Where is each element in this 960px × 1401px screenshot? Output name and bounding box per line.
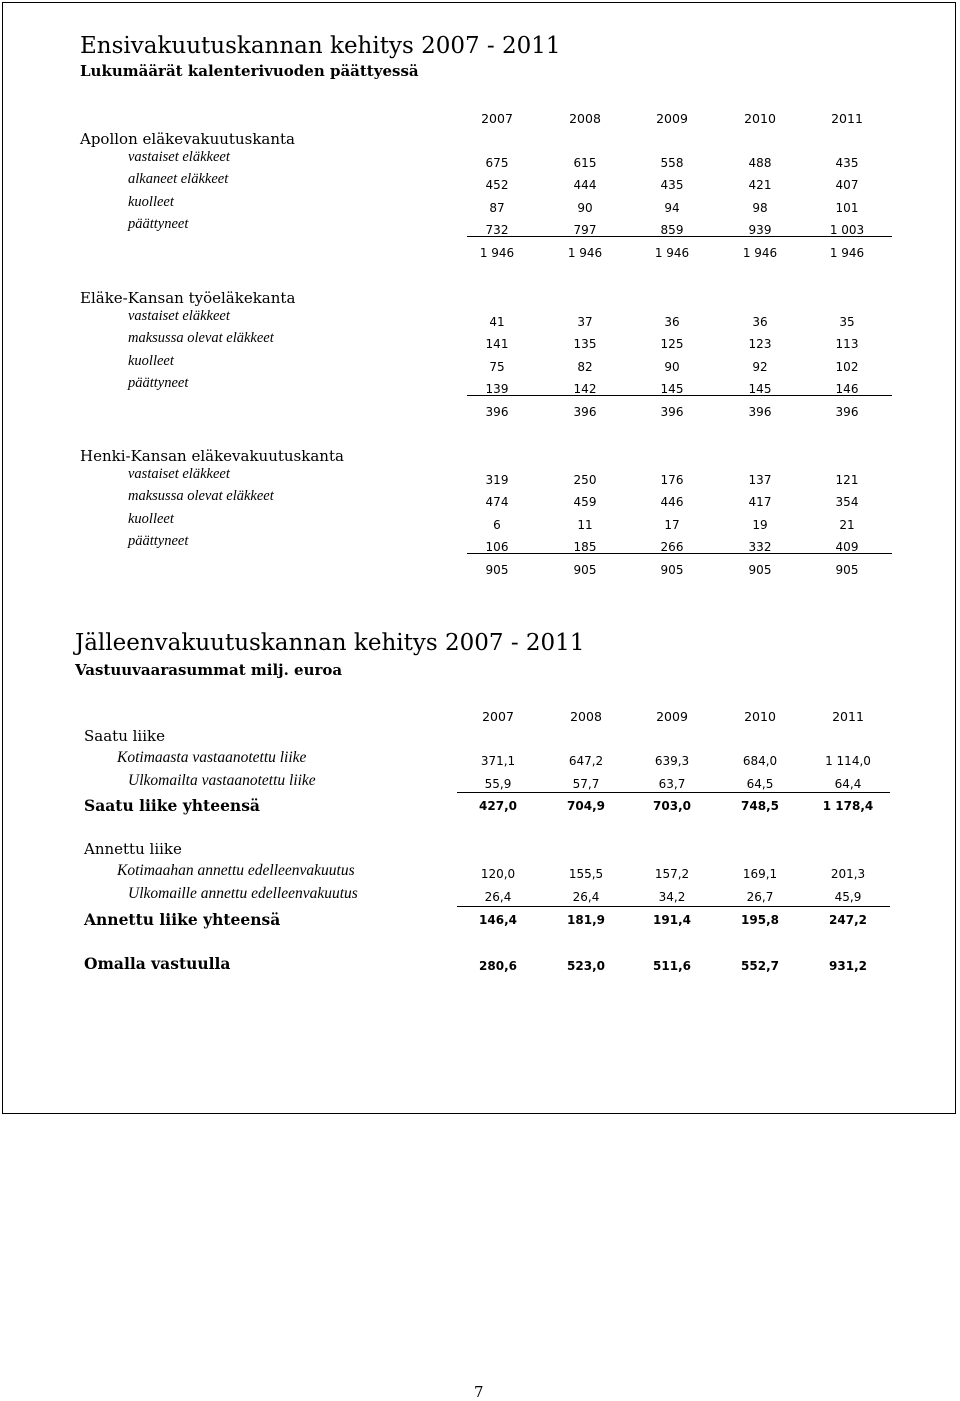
year-header: 2009 (656, 709, 688, 724)
table-cell: 435 (660, 178, 684, 192)
table-cell: 459 (573, 495, 597, 509)
table-cell: 417 (748, 495, 772, 509)
row-label: kuolleet (128, 511, 174, 527)
table-cell: 64,4 (834, 777, 862, 791)
section-heading: Saatu liike (84, 727, 165, 745)
total-label: Saatu liike yhteensä (84, 796, 260, 815)
row-label: Kotimaahan annettu edelleenvakuutus (117, 862, 355, 879)
row-label: päättyneet (128, 533, 189, 549)
table-cell: 647,2 (568, 754, 604, 768)
year-header: 2007 (481, 111, 513, 126)
section-heading: Apollon eläkevakuutuskanta (80, 130, 295, 148)
table-cell: 142 (573, 382, 597, 396)
table-cell: 639,3 (654, 754, 690, 768)
row-label: alkaneet eläkkeet (128, 171, 229, 187)
total-cell: 905 (660, 563, 684, 577)
table-cell: 36 (664, 315, 680, 329)
table-cell: 41 (489, 315, 505, 329)
table-cell: 176 (660, 473, 684, 487)
total-rule (467, 395, 892, 396)
table-cell: 125 (660, 337, 684, 351)
total-cell: 511,6 (653, 959, 691, 973)
total-rule (457, 906, 890, 907)
table-cell: 354 (835, 495, 859, 509)
table-cell: 6 (493, 518, 501, 532)
total-rule (467, 236, 892, 237)
total-cell: 1 946 (829, 246, 865, 260)
table-cell: 675 (485, 156, 509, 170)
table-cell: 34,2 (658, 890, 686, 904)
table-cell: 141 (485, 337, 509, 351)
table-cell: 371,1 (480, 754, 516, 768)
row-label: päättyneet (128, 375, 189, 391)
total-cell: 905 (748, 563, 772, 577)
section-heading: Annettu liike (84, 840, 182, 858)
table-cell: 21 (839, 518, 855, 532)
table-cell: 145 (748, 382, 772, 396)
year-header: 2009 (656, 111, 688, 126)
total-cell: 191,4 (653, 913, 691, 927)
table-cell: 137 (748, 473, 772, 487)
table-cell: 939 (748, 223, 772, 237)
table-cell: 101 (835, 201, 859, 215)
total-label: Annettu liike yhteensä (84, 910, 281, 929)
table-cell: 319 (485, 473, 509, 487)
table-cell: 26,7 (746, 890, 774, 904)
row-label: vastaiset eläkkeet (128, 308, 230, 324)
table-cell: 90 (577, 201, 593, 215)
reinsurance-subtitle: Vastuuvaarasummat milj. euroa (75, 661, 343, 679)
table-cell: 57,7 (572, 777, 600, 791)
section-heading: Eläke-Kansan työeläkekanta (80, 289, 296, 307)
table-cell: 266 (660, 540, 684, 554)
table-cell: 87 (489, 201, 505, 215)
table-cell: 11 (577, 518, 593, 532)
total-cell: 1 946 (742, 246, 778, 260)
page-number: 7 (474, 1383, 484, 1401)
row-label: Ulkomailta vastaanotettu liike (128, 772, 316, 789)
table-cell: 36 (752, 315, 768, 329)
table-cell: 98 (752, 201, 768, 215)
total-cell: 704,9 (567, 799, 605, 813)
total-cell: 396 (573, 405, 597, 419)
total-rule (467, 553, 892, 554)
row-label: vastaiset eläkkeet (128, 466, 230, 482)
table-cell: 45,9 (834, 890, 862, 904)
total-cell: 931,2 (829, 959, 867, 973)
table-cell: 17 (664, 518, 680, 532)
table-cell: 407 (835, 178, 859, 192)
total-cell: 280,6 (479, 959, 517, 973)
table-cell: 1 003 (829, 223, 865, 237)
total-cell: 905 (573, 563, 597, 577)
table-cell: 63,7 (658, 777, 686, 791)
row-label: maksussa olevat eläkkeet (128, 330, 274, 346)
total-cell: 523,0 (567, 959, 605, 973)
table-cell: 250 (573, 473, 597, 487)
table-cell: 146 (835, 382, 859, 396)
table-cell: 135 (573, 337, 597, 351)
table-cell: 332 (748, 540, 772, 554)
row-label: vastaiset eläkkeet (128, 149, 230, 165)
page-title: Ensivakuutuskannan kehitys 2007 - 2011 (80, 33, 561, 59)
total-cell: 396 (660, 405, 684, 419)
total-cell: 396 (835, 405, 859, 419)
row-label: päättyneet (128, 216, 189, 232)
table-cell: 121 (835, 473, 859, 487)
row-label: kuolleet (128, 353, 174, 369)
total-cell: 181,9 (567, 913, 605, 927)
row-label: Kotimaasta vastaanotettu liike (117, 749, 307, 766)
year-header: 2011 (832, 709, 864, 724)
table-cell: 446 (660, 495, 684, 509)
year-header: 2008 (570, 709, 602, 724)
table-cell: 732 (485, 223, 509, 237)
year-header: 2010 (744, 709, 776, 724)
year-header: 2008 (569, 111, 601, 126)
table-cell: 452 (485, 178, 509, 192)
row-label: maksussa olevat eläkkeet (128, 488, 274, 504)
total-cell: 703,0 (653, 799, 691, 813)
table-cell: 169,1 (742, 867, 778, 881)
table-cell: 35 (839, 315, 855, 329)
total-cell: 905 (485, 563, 509, 577)
table-cell: 155,5 (568, 867, 604, 881)
table-cell: 37 (577, 315, 593, 329)
table-cell: 488 (748, 156, 772, 170)
table-cell: 92 (752, 360, 768, 374)
total-cell: 247,2 (829, 913, 867, 927)
total-cell: 427,0 (479, 799, 517, 813)
section-heading: Henki-Kansan eläkevakuutuskanta (80, 447, 344, 465)
total-cell: 396 (485, 405, 509, 419)
table-cell: 1 114,0 (825, 754, 871, 768)
table-cell: 26,4 (484, 890, 512, 904)
table-cell: 185 (573, 540, 597, 554)
table-cell: 113 (835, 337, 859, 351)
year-header: 2007 (482, 709, 514, 724)
total-cell: 905 (835, 563, 859, 577)
table-cell: 421 (748, 178, 772, 192)
table-cell: 75 (489, 360, 505, 374)
table-cell: 684,0 (742, 754, 778, 768)
table-cell: 201,3 (830, 867, 866, 881)
total-label: Omalla vastuulla (84, 954, 231, 973)
table-cell: 94 (664, 201, 680, 215)
year-header: 2010 (744, 111, 776, 126)
year-header: 2011 (831, 111, 863, 126)
total-cell: 146,4 (479, 913, 517, 927)
table-cell: 157,2 (654, 867, 690, 881)
total-cell: 1 946 (479, 246, 515, 260)
table-cell: 145 (660, 382, 684, 396)
table-cell: 139 (485, 382, 509, 396)
total-cell: 748,5 (741, 799, 779, 813)
table-cell: 26,4 (572, 890, 600, 904)
table-cell: 558 (660, 156, 684, 170)
page-subtitle: Lukumäärät kalenterivuoden päättyessä (80, 62, 419, 80)
row-label: kuolleet (128, 194, 174, 210)
table-cell: 615 (573, 156, 597, 170)
table-cell: 19 (752, 518, 768, 532)
table-cell: 120,0 (480, 867, 516, 881)
reinsurance-title: Jälleenvakuutuskannan kehitys 2007 - 2011 (75, 630, 585, 656)
table-cell: 55,9 (484, 777, 512, 791)
table-cell: 64,5 (746, 777, 774, 791)
row-label: Ulkomaille annettu edelleenvakuutus (128, 885, 358, 902)
table-cell: 859 (660, 223, 684, 237)
table-cell: 797 (573, 223, 597, 237)
total-cell: 396 (748, 405, 772, 419)
total-cell: 552,7 (741, 959, 779, 973)
table-cell: 123 (748, 337, 772, 351)
total-rule (457, 792, 890, 793)
table-cell: 102 (835, 360, 859, 374)
total-cell: 195,8 (741, 913, 779, 927)
table-cell: 435 (835, 156, 859, 170)
total-cell: 1 946 (567, 246, 603, 260)
table-cell: 474 (485, 495, 509, 509)
table-cell: 409 (835, 540, 859, 554)
table-cell: 444 (573, 178, 597, 192)
table-cell: 106 (485, 540, 509, 554)
table-cell: 82 (577, 360, 593, 374)
total-cell: 1 178,4 (822, 799, 874, 813)
total-cell: 1 946 (654, 246, 690, 260)
table-cell: 90 (664, 360, 680, 374)
